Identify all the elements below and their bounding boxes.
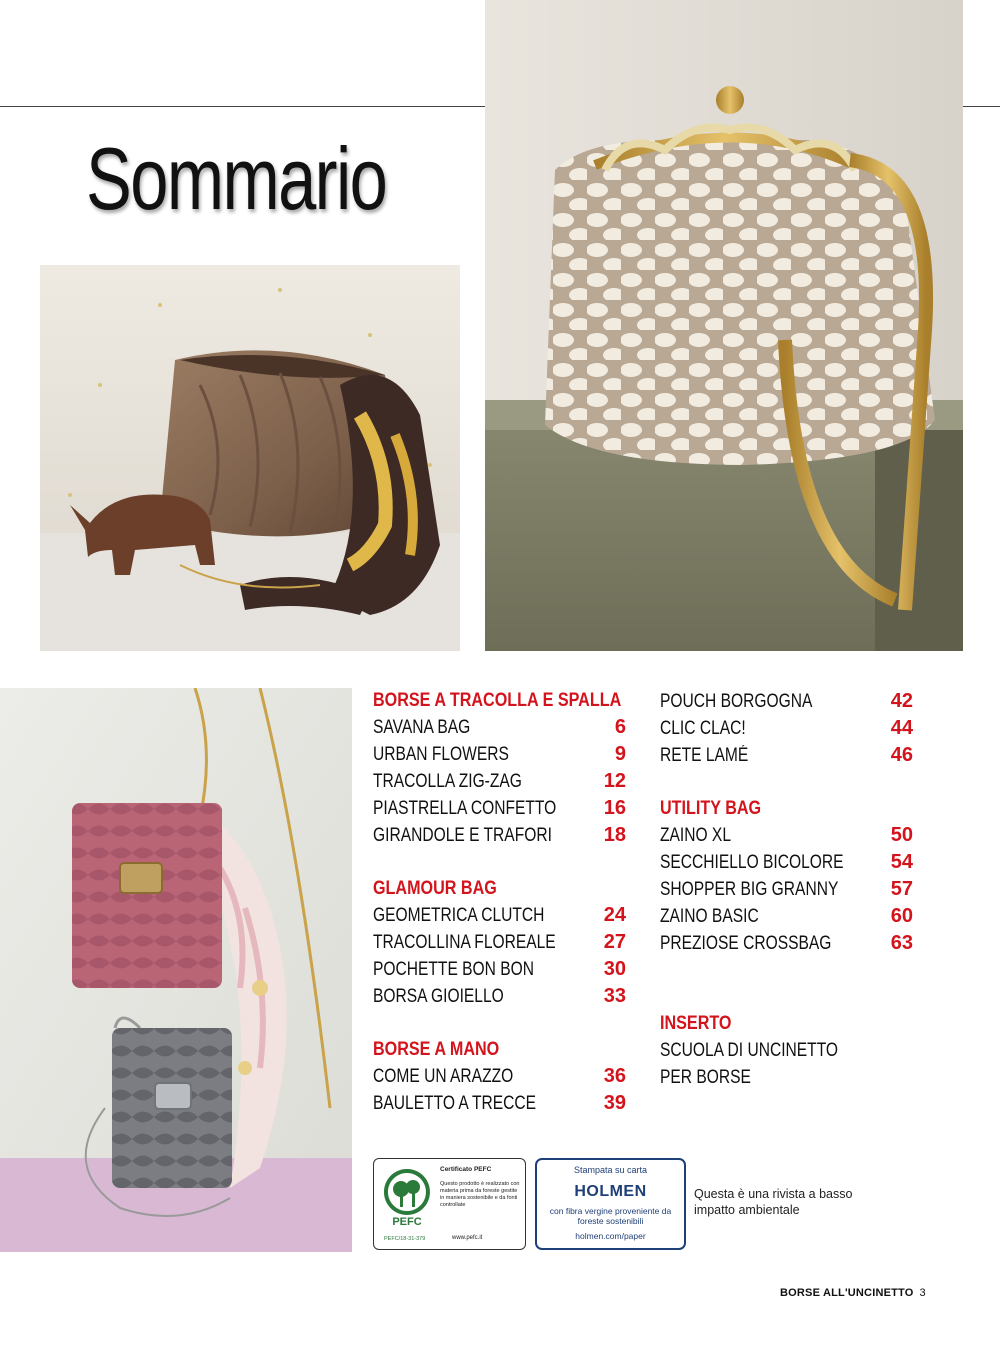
toc-entry[interactable] <box>373 741 626 768</box>
toc-entry[interactable] <box>373 1090 626 1117</box>
entry-page: 12 <box>603 770 626 792</box>
holmen-paper-box <box>535 1158 686 1250</box>
holmen-url: holmen.com/paper <box>575 1231 646 1241</box>
entry-name: POCHETTE BON BON <box>373 959 535 980</box>
section-title: UTILITY BAG <box>660 798 762 819</box>
section-title: BORSE A TRACOLLA E SPALLA <box>373 690 622 711</box>
top-rule <box>0 106 485 107</box>
toc-entry[interactable] <box>373 768 626 795</box>
entry-name: TRACOLLINA FLOREALE <box>373 932 556 953</box>
toc-entry[interactable] <box>373 714 626 741</box>
holmen-description: con fibra vergine proveniente da foreste sostenibili <box>549 1206 672 1226</box>
pefc-tree-logo-icon <box>382 1167 432 1229</box>
pefc-logo-label: PEFC <box>392 1216 422 1228</box>
entry-page: 6 <box>614 716 626 738</box>
entry-page: 63 <box>890 932 913 954</box>
footer-magazine-name: BORSE ALL'UNCINETTO <box>780 1287 914 1299</box>
entry-name: GIRANDOLE E TRAFORI <box>373 825 552 846</box>
page-footer <box>780 1287 926 1299</box>
entry-name: TRACOLLA ZIG-ZAG <box>373 771 522 792</box>
entry-name: SHOPPER BIG GRANNY <box>660 879 839 900</box>
toc-entry[interactable] <box>660 715 913 742</box>
top-rule-right <box>963 106 1000 107</box>
entry-name: PIASTRELLA CONFETTO <box>373 798 557 819</box>
entry-page: 46 <box>890 744 913 766</box>
toc-left-column <box>373 688 626 1144</box>
holmen-top-label: Stampata su carta <box>573 1165 648 1175</box>
entry-page: 27 <box>603 931 626 953</box>
toc-entry[interactable] <box>373 956 626 983</box>
toc-entry[interactable] <box>373 902 626 929</box>
entry-page: 24 <box>603 904 626 926</box>
entry-name: BAULETTO A TRECCE <box>373 1093 537 1114</box>
toc-entry[interactable] <box>373 983 626 1010</box>
entry-page: 18 <box>603 824 626 846</box>
pefc-code: PEFC/18-31-379 <box>384 1236 426 1242</box>
entry-page: 9 <box>614 743 626 765</box>
entry-name: POUCH BORGOGNA <box>660 691 813 712</box>
entry-page: 54 <box>890 851 913 873</box>
section-title: INSERTO <box>660 1013 732 1034</box>
entry-page: 50 <box>890 824 913 846</box>
toc-entry[interactable] <box>660 1037 913 1064</box>
photo-crochet-clutch-gold-handle <box>485 0 963 651</box>
entry-name: SECCHIELLO BICOLORE <box>660 852 844 873</box>
pefc-description: Questo prodotto è realizzato con materia prima da foreste gestite in maniera sostenibile e da fonti controllate <box>440 1181 520 1208</box>
entry-name: BORSA GIOIELLO <box>373 986 504 1007</box>
toc-entry[interactable] <box>660 849 913 876</box>
entry-page: 60 <box>890 905 913 927</box>
toc-section-utility <box>660 796 913 957</box>
entry-page: 30 <box>603 958 626 980</box>
toc-entry[interactable] <box>373 929 626 956</box>
pefc-certificate-label: Certificato PEFC <box>440 1166 492 1173</box>
entry-name: PER BORSE <box>660 1067 751 1088</box>
pefc-url: www.pefc.it <box>452 1235 483 1241</box>
toc-entry[interactable] <box>660 876 913 903</box>
entry-name: CLIC CLAC! <box>660 718 746 739</box>
holmen-logo: HOLMEN <box>574 1183 647 1200</box>
toc-entry[interactable] <box>660 903 913 930</box>
eco-note: Questa è una rivista a basso impatto ambientale <box>694 1187 853 1217</box>
photo-knitted-bag-with-rhino <box>40 265 460 651</box>
entry-page: 36 <box>603 1065 626 1087</box>
entry-page: 44 <box>890 717 913 739</box>
entry-name: GEOMETRICA CLUTCH <box>373 905 545 926</box>
entry-name: SCUOLA DI UNCINETTO <box>660 1040 839 1061</box>
toc-entry[interactable] <box>373 795 626 822</box>
entry-name: URBAN FLOWERS <box>373 744 509 765</box>
toc-section-continued <box>660 688 913 769</box>
toc-entry[interactable] <box>373 822 626 849</box>
entry-page: 33 <box>603 985 626 1007</box>
section-title: BORSE A MANO <box>373 1039 500 1060</box>
entry-page: 39 <box>603 1092 626 1114</box>
toc-section-inserto <box>660 1011 913 1091</box>
entry-name: ZAINO BASIC <box>660 906 759 927</box>
toc-entry[interactable] <box>660 822 913 849</box>
photo-crochet-phone-bags <box>0 688 352 1252</box>
section-title: GLAMOUR BAG <box>373 878 497 899</box>
entry-page: 16 <box>603 797 626 819</box>
entry-name: PREZIOSE CROSSBAG <box>660 933 832 954</box>
toc-section-mano <box>373 1037 626 1117</box>
toc-entry[interactable] <box>373 1063 626 1090</box>
entry-name: ZAINO XL <box>660 825 731 846</box>
toc-entry[interactable] <box>660 742 913 769</box>
entry-page: 42 <box>890 690 913 712</box>
toc-section-glamour <box>373 876 626 1010</box>
entry-page: 57 <box>890 878 913 900</box>
footer-page-number: 3 <box>919 1287 926 1299</box>
toc-entry[interactable] <box>660 688 913 715</box>
page-title: Sommario <box>86 129 387 228</box>
entry-name: COME UN ARAZZO <box>373 1066 514 1087</box>
toc-entry[interactable] <box>660 930 913 957</box>
entry-name: RETE LAMÉ <box>660 745 749 766</box>
toc-entry[interactable] <box>660 1064 913 1091</box>
toc-right-column <box>660 688 913 1118</box>
toc-section-tracolla <box>373 688 626 849</box>
entry-name: SAVANA BAG <box>373 717 471 738</box>
pefc-certification-box <box>373 1158 526 1250</box>
